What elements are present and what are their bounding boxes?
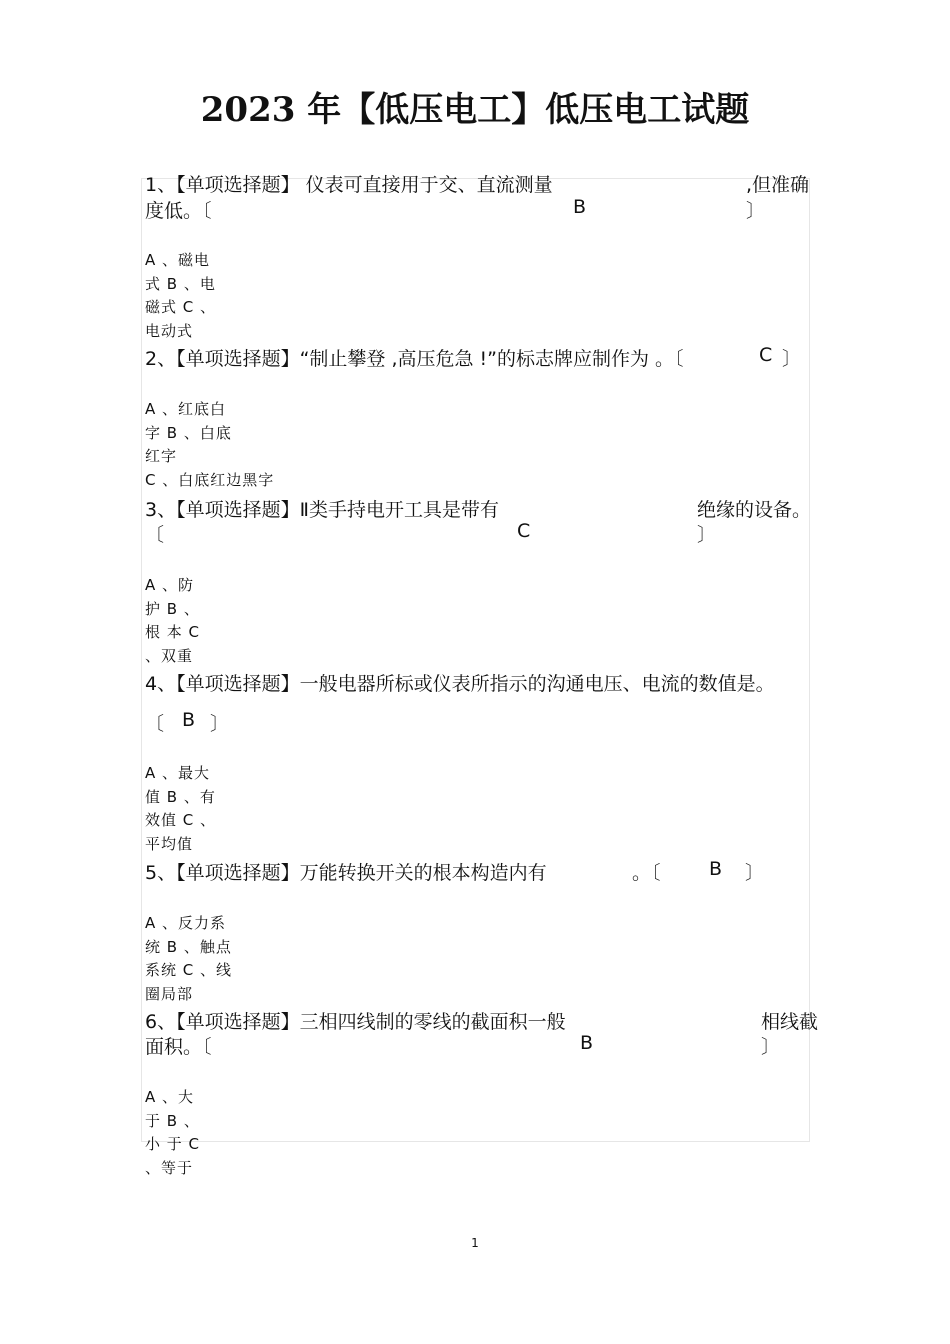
question-2-options (145, 398, 274, 492)
question-3-answer: C (517, 520, 531, 542)
content-frame (141, 178, 810, 1142)
option-line: 护 B 、 (145, 599, 200, 618)
option-line: 字 B 、白底 (145, 423, 232, 442)
option-line: C 、白底红边黑字 (145, 470, 275, 489)
question-1-options (145, 249, 216, 343)
question-2-answer: C (759, 344, 773, 366)
option-line: 值 B 、有 (145, 787, 216, 806)
option-line: 红字 (145, 447, 178, 465)
option-line: A 、最大 (145, 764, 211, 782)
option-line: A 、大 (145, 1088, 195, 1106)
question-4-answer: B (182, 709, 196, 731)
question-5-answer: B (709, 858, 723, 880)
option-line: 圈局部 (145, 984, 194, 1003)
option-line: 、等于 (145, 1158, 194, 1177)
question-5-close-bracket: 〕 (745, 862, 765, 884)
question-5-tail: 。〔 (632, 862, 661, 884)
page-title: 2023 年【低压电工】低压电工试题 (200, 90, 750, 130)
option-line: 根 本 C (145, 623, 201, 641)
question-5-line1: 5、【单项选择题】万能转换开关的根本构造内有 (145, 862, 547, 884)
question-6-options (145, 1086, 200, 1180)
option-line: A 、反力系 (145, 914, 227, 932)
option-line: A 、防 (145, 576, 195, 594)
option-line: 式 B 、电 (145, 274, 216, 293)
question-6-line2: 面积。〔 (145, 1036, 212, 1058)
option-line: A 、磁电 (145, 251, 211, 269)
question-1-line2: 度低。〔 (145, 200, 212, 222)
question-6-line1: 6、【单项选择题】三相四线制的零线的截面积一般 (145, 1011, 566, 1033)
question-3-close-bracket: 〕 (697, 524, 717, 546)
option-line: 于 B 、 (145, 1111, 200, 1130)
question-3-tail: 绝缘的设备。 (697, 499, 812, 521)
question-1-answer: B (573, 196, 587, 218)
question-3-options (145, 574, 200, 668)
question-6-close-bracket: 〕 (761, 1036, 781, 1058)
question-4-line1: 4、【单项选择题】一般电器所标或仪表所指示的沟通电压、电流的数值是。 (145, 673, 775, 695)
question-1-close-bracket: 〕 (746, 200, 766, 222)
option-line: 磁式 C 、 (145, 298, 217, 316)
option-line: 系统 C 、线 (145, 961, 233, 979)
option-line: 、双重 (145, 646, 194, 665)
question-1-tail: ,但准确 (746, 174, 810, 196)
question-6-tail: 相线截 (761, 1011, 819, 1033)
option-line: 平均值 (145, 834, 194, 853)
question-2-line1: 2、【单项选择题】“制止攀登 ,高压危急 !”的标志牌应制作为 。〔 (145, 348, 684, 370)
option-line: 效值 C 、 (145, 811, 217, 829)
question-1-line1: 1、【单项选择题】 仪表可直接用于交、直流测量 (145, 174, 553, 196)
question-5-options (145, 912, 232, 1006)
question-3-line2: 〔 (145, 524, 165, 546)
option-line: 电动式 (145, 321, 194, 340)
option-line: 小 于 C (145, 1135, 201, 1153)
question-4-options (145, 762, 216, 856)
question-3-line1: 3、【单项选择题】Ⅱ类手持电开工具是带有 (145, 499, 499, 521)
question-4-line2: 〔 (145, 713, 165, 735)
question-6-answer: B (580, 1032, 594, 1054)
page-number: 1 (471, 1236, 479, 1250)
option-line: A 、红底白 (145, 400, 227, 418)
question-4-close-bracket: 〕 (210, 713, 230, 735)
option-line: 统 B 、触点 (145, 937, 232, 956)
question-2-close-bracket: 〕 (782, 348, 802, 370)
